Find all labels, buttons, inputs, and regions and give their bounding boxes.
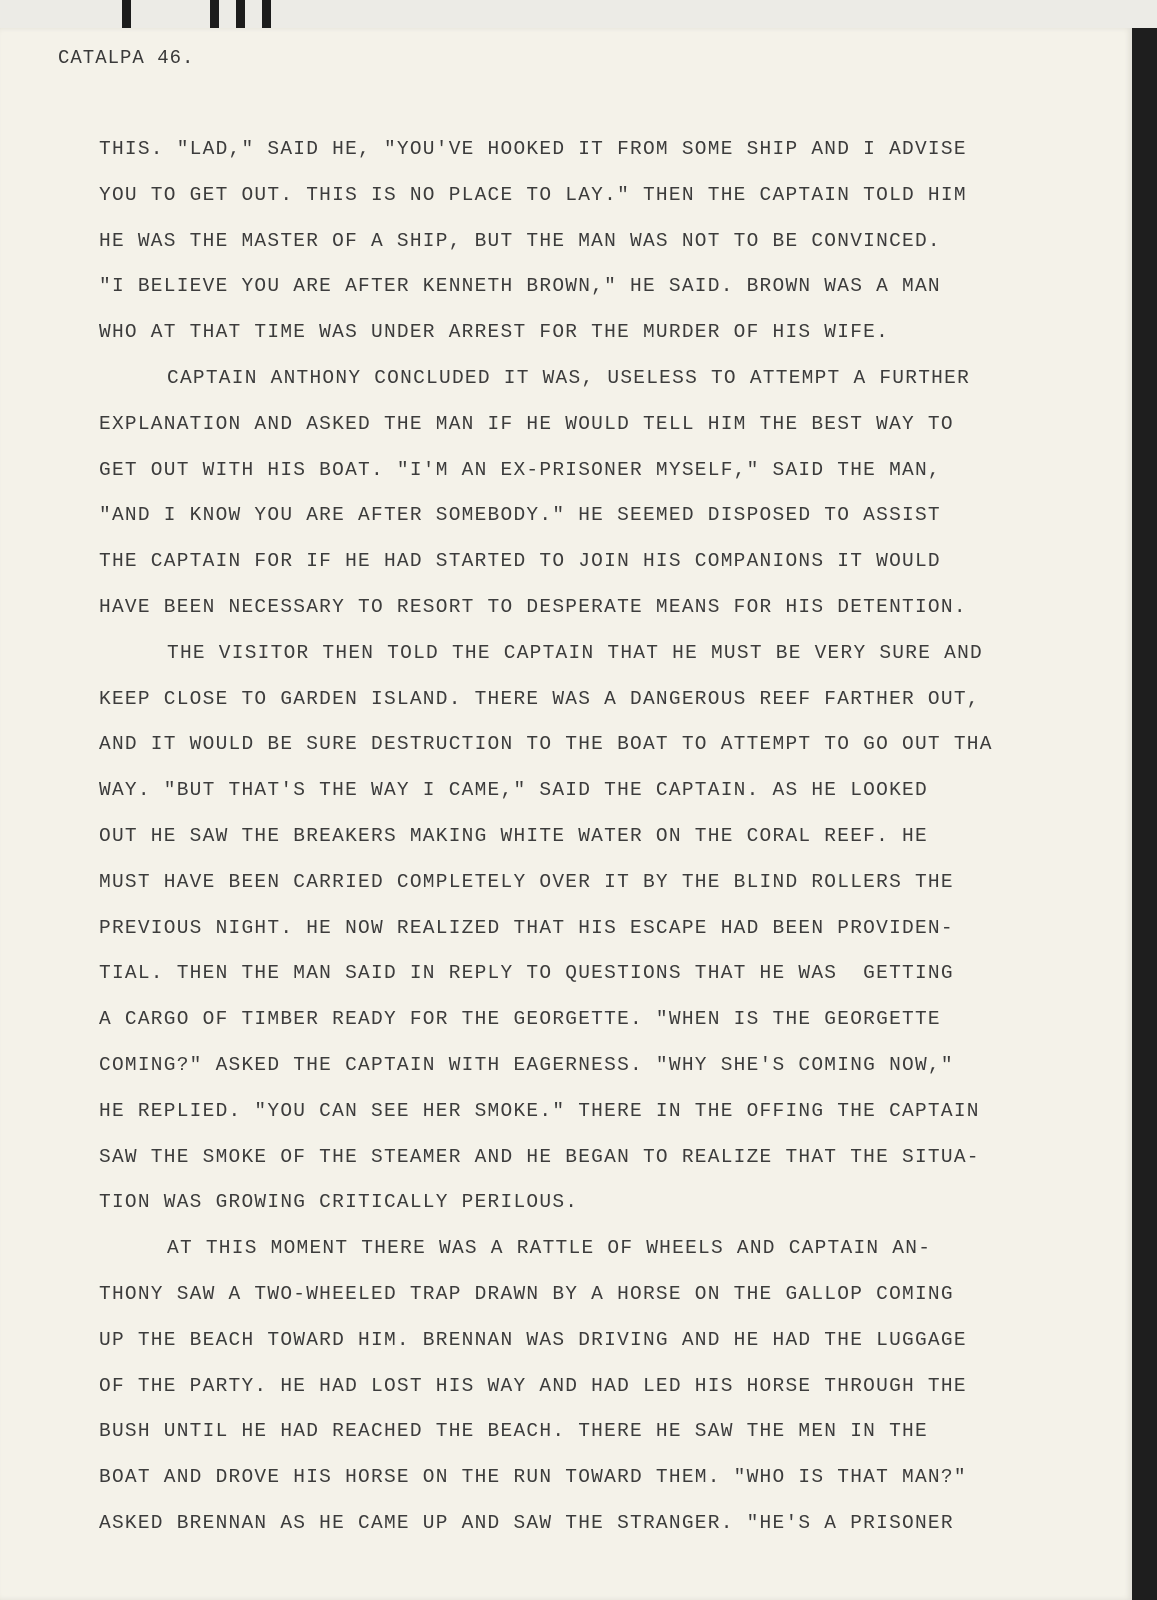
- text-line: HE WAS THE MASTER OF A SHIP, BUT THE MAN WAS NOT TO BE CONVINCED.: [99, 229, 941, 252]
- text-line: BUSH UNTIL HE HAD REACHED THE BEACH. THERE HE SAW THE MEN IN THE: [99, 1420, 928, 1443]
- binding-mark: [122, 0, 131, 30]
- text-line: A CARGO OF TIMBER READY FOR THE GEORGETTE. "WHEN IS THE GEORGETTE: [99, 1008, 941, 1031]
- text-line: EXPLANATION AND ASKED THE MAN IF HE WOULD TELL HIM THE BEST WAY TO: [99, 412, 954, 435]
- text-line: HAVE BEEN NECESSARY TO RESORT TO DESPERATE MEANS FOR HIS DETENTION.: [99, 595, 967, 618]
- text-line: THE VISITOR THEN TOLD THE CAPTAIN THAT HE MUST BE VERY SURE AND: [167, 641, 983, 664]
- text-line: HE REPLIED. "YOU CAN SEE HER SMOKE." THERE IN THE OFFING THE CAPTAIN: [99, 1099, 980, 1122]
- text-line: SAW THE SMOKE OF THE STEAMER AND HE BEGAN TO REALIZE THAT THE SITUA-: [99, 1145, 980, 1168]
- text-line: YOU TO GET OUT. THIS IS NO PLACE TO LAY." THEN THE CAPTAIN TOLD HIM: [99, 183, 967, 206]
- text-line: MUST HAVE BEEN CARRIED COMPLETELY OVER IT BY THE BLIND ROLLERS THE: [99, 870, 954, 893]
- text-line: PREVIOUS NIGHT. HE NOW REALIZED THAT HIS ESCAPE HAD BEEN PROVIDEN-: [99, 916, 954, 939]
- text-line: "AND I KNOW YOU ARE AFTER SOMEBODY." HE SEEMED DISPOSED TO ASSIST: [99, 504, 941, 527]
- text-line: AT THIS MOMENT THERE WAS A RATTLE OF WHEELS AND CAPTAIN AN-: [167, 1237, 932, 1260]
- text-line: UP THE BEACH TOWARD HIM. BRENNAN WAS DRIVING AND HE HAD THE LUGGAGE: [99, 1328, 967, 1351]
- scan-border: [1132, 28, 1157, 1600]
- text-line: ASKED BRENNAN AS HE CAME UP AND SAW THE STRANGER. "HE'S A PRISONER: [99, 1511, 954, 1534]
- page-header: CATALPA 46.: [58, 47, 195, 69]
- text-line: AND IT WOULD BE SURE DESTRUCTION TO THE BOAT TO ATTEMPT TO GO OUT THA: [99, 733, 993, 756]
- text-line: THONY SAW A TWO-WHEELED TRAP DRAWN BY A HORSE ON THE GALLOP COMING: [99, 1282, 954, 1305]
- binding-mark: [210, 0, 219, 30]
- page-body: [99, 134, 1109, 1554]
- text-line: THE CAPTAIN FOR IF HE HAD STARTED TO JOIN HIS COMPANIONS IT WOULD: [99, 550, 941, 573]
- binding-mark: [262, 0, 271, 30]
- text-line: OUT HE SAW THE BREAKERS MAKING WHITE WATER ON THE CORAL REEF. HE: [99, 824, 928, 847]
- binding-mark: [236, 0, 245, 30]
- text-line: KEEP CLOSE TO GARDEN ISLAND. THERE WAS A DANGEROUS REEF FARTHER OUT,: [99, 687, 980, 710]
- text-line: WHO AT THAT TIME WAS UNDER ARREST FOR THE MURDER OF HIS WIFE.: [99, 321, 890, 344]
- text-line: CAPTAIN ANTHONY CONCLUDED IT WAS, USELESS TO ATTEMPT A FURTHER: [167, 366, 971, 389]
- text-line: OF THE PARTY. HE HAD LOST HIS WAY AND HAD LED HIS HORSE THROUGH THE: [99, 1374, 967, 1397]
- text-line: WAY. "BUT THAT'S THE WAY I CAME," SAID THE CAPTAIN. AS HE LOOKED: [99, 779, 928, 802]
- text-line: BOAT AND DROVE HIS HORSE ON THE RUN TOWARD THEM. "WHO IS THAT MAN?": [99, 1466, 967, 1489]
- text-line: THIS. "LAD," SAID HE, "YOU'VE HOOKED IT FROM SOME SHIP AND I ADVISE: [99, 138, 967, 160]
- text-line: TIAL. THEN THE MAN SAID IN REPLY TO QUESTIONS THAT HE WAS GETTING: [99, 962, 954, 985]
- text-line: COMING?" ASKED THE CAPTAIN WITH EAGERNESS. "WHY SHE'S COMING NOW,": [99, 1053, 954, 1076]
- text-line: TION WAS GROWING CRITICALLY PERILOUS.: [99, 1191, 579, 1214]
- scan-top-strip: [0, 0, 1157, 30]
- text-line: "I BELIEVE YOU ARE AFTER KENNETH BROWN," HE SAID. BROWN WAS A MAN: [99, 275, 941, 298]
- text-line: GET OUT WITH HIS BOAT. "I'M AN EX-PRISONER MYSELF," SAID THE MAN,: [99, 458, 941, 481]
